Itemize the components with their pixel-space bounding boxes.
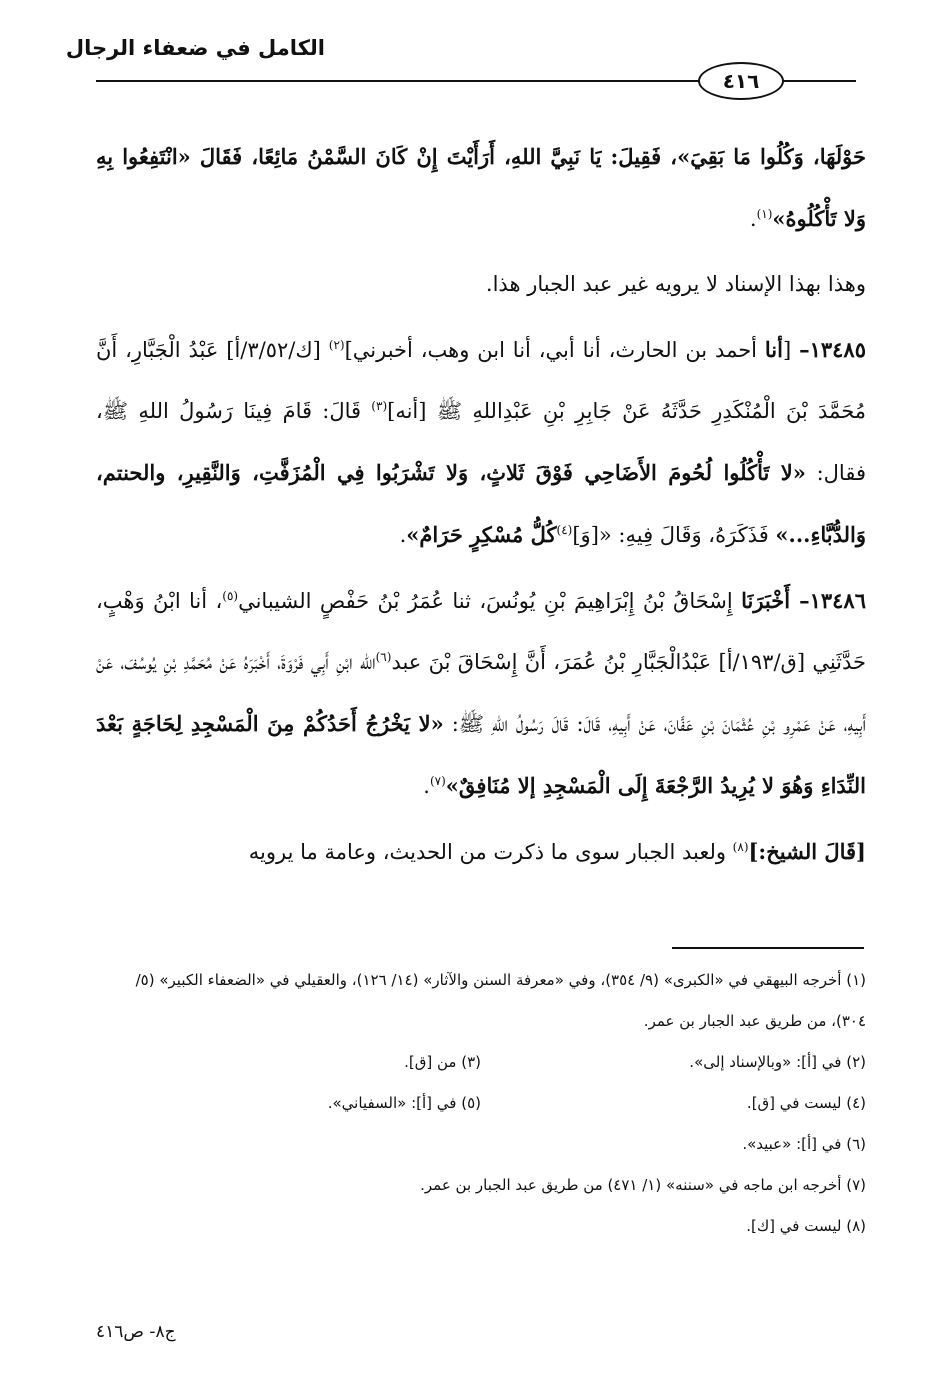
footnote-5: (٥) في [أ]: «السفياني». [327,1094,481,1112]
footnote-8: (٨) ليست في [ك]. [746,1217,866,1235]
footnote-1: (١) أخرجه البيهقي في «الكبرى» (٩/ ٣٥٤)، وفي «معرفة السنن والآثار» (١٤/ ١٢٦)، والعقيلي في «الضعفاء الكبير» (٥/ ٣٠٤)، من طريق عبد الجبار بن عمر. [135,971,866,1030]
footnote-6: (٦) في [أ]: «عبيد». [742,1135,866,1153]
footnote-ref-1: (١) [756,207,773,221]
footnote-ref-8: (٨) [732,840,749,854]
paragraph-hadith-13486: ١٣٤٨٦– أَخْبَرَنَا إِسْحَاقُ بْنُ إِبْرَاهِيمَ بْنِ يُونُسَ، ثنا عُمَرُ بْنُ حَفْصٍ الشيباني$^{(٥)}$، أنا ابْنُ وَهْبٍ، حَدَّثَنِي [ق/١٩٣/أ] عَبْدُالْجَبَّارِ بْنُ عُمَرَ، أَنَّ إِسْحَاقَ بْنَ عبد$^{(٦)}$الله ابْنِ أَبِي فَرْوَةَ، أَخْبَرَهُ عَنْ مُحَمَّدِ بْنِ يُوسُفَ، عَنْ أَبِيهِ، عَنْ عَمْرِو بْنِ عُثْمَانَ بْنِ عَفَّانَ، عَنْ أَبِيهِ، قَالَ: قَالَ رَسُولُ اللهِ ﷺ: «لا يَخْرُجُ أَحَدُكُمْ مِنَ الْمَسْجِدِ لِحَاجَةٍ بَعْدَ النِّدَاءِ وَهُوَ لا يُرِيدُ الرَّجْعَةَ إِلَى الْمَسْجِدِ إلا مُنَافِقٌ»$^{(٧)}$. [96,588,867,798]
footnote-divider [672,947,864,949]
page-number-badge: ٤١٦ [698,62,784,100]
volume-page-marker: ج٨- ص٤١٦ [96,1322,176,1342]
hadith-number: ١٣٤٨٦– [799,588,866,613]
hadith-text: «لا يَخْرُجُ أَحَدُكُمْ مِنَ الْمَسْجِدِ لِحَاجَةٍ بَعْدَ النِّدَاءِ وَهُوَ لا يُرِيدُ الرَّجْعَةَ إِلَى الْمَسْجِدِ إلا مُنَافِقٌ» [96,711,866,798]
footnote-row [96,1042,866,1083]
hadith-text: حَوْلَهَا، وَكُلُوا مَا بَقِيَ»، فَقِيلَ: يَا نَبِيَّ اللهِ، أَرَأَيْتَ إِنْ كَانَ السَّمْنُ مَائِعًا، فَقَالَ «انْتَفِعُوا بِهِ وَلا تَأْكُلُوهُ» [96,144,866,231]
footnote-ref-5: (٥) [222,589,239,603]
footnote-ref-4: (٤) [556,523,573,537]
hadith-text: «لا تَأْكُلُوا لُحُومَ الأَضَاحِي فَوْقَ ثَلاثٍ، وَلا تَشْرَبُوا فِي الْمُزَفَّتِ، وَالنَّقِيرِ، والحنتم، وَالدُّبَّاءِ...» [96,460,866,547]
isnad-ana: أنا [764,337,783,362]
footnote-7: (٧) أخرجه ابن ماجه في «سننه» (١/ ٤٧١) من طريق عبد الجبار بن عمر. [420,1176,866,1194]
footnote-ref-7: (٧) [429,774,446,788]
paragraph-5: [قَالَ الشيخ:]$^{(٨)}$ ولعبد الجبار سوى ما ذكرت من الحديث، وعامة ما يرويه [248,839,866,864]
paragraph-1: حَوْلَهَا، وَكُلُوا مَا بَقِيَ»، فَقِيلَ: يَا نَبِيَّ اللهِ، أَرَأَيْتَ إِنْ كَانَ السَّمْنُ مَائِعًا، فَقَالَ «انْتَفِعُوا بِهِ وَلا تَأْكُلُوهُ»$^{(١)}$. [96,144,866,231]
main-text [96,126,866,887]
hadith-text: كُلُّ مُسْكِرٍ حَرَامٌ» [406,522,557,547]
footnote-4: (٤) ليست في [ق]. [746,1094,866,1112]
paragraph-hadith-13485: ١٣٤٨٥– [أنا أحمد بن الحارث، أنا أبي، أنا ابن وهب، أخبرني]$^{(٢)}$ [ك/٣/٥٢/أ] عَبْدُ الْجَبَّارِ، أَنَّ مُحَمَّدَ بْنَ الْمُنْكَدِرِ حَدَّثَهُ عَنْ جَابِرِ بْنِ عَبْدِاللهِ ﷺ [أنه]$^{(٣)}$ قَالَ: قَامَ فِينَا رَسُولُ اللهِ ﷺ، فقال: «لا تَأْكُلُوا لُحُومَ الأَضَاحِي فَوْقَ ثَلاثٍ، وَلا تَشْرَبُوا فِي الْمُزَفَّتِ، وَالنَّقِيرِ، والحنتم، وَالدُّبَّاءِ...» فَذَكَرَهُ، وَقَالَ فِيهِ: «[وَ]$^{(٤)}$كُلُّ مُسْكِرٍ حَرَامٌ». [96,337,866,547]
shaykh-said: [قَالَ الشيخ:] [748,839,866,864]
footnote-ref-3: (٣) [371,399,388,413]
paragraph-2: وهذا بهذا الإسناد لا يرويه غير عبد الجبار هذا. [485,272,866,296]
running-header-title: الكامل في ضعفاء الرجال [65,36,325,60]
footnote-row [96,1083,866,1124]
hadith-number: ١٣٤٨٥– [799,337,866,362]
footnote-2: (٢) في [أ]: «وبالإسناد إلى». [689,1053,866,1071]
footnotes [96,960,866,1247]
footnote-ref-2: (٢) [328,338,345,352]
footnote-ref-6: (٦) [375,650,392,664]
isnad-akhbarana: أَخْبَرَنَا [741,588,800,613]
footnote-3: (٣) من [ق]. [404,1053,481,1071]
